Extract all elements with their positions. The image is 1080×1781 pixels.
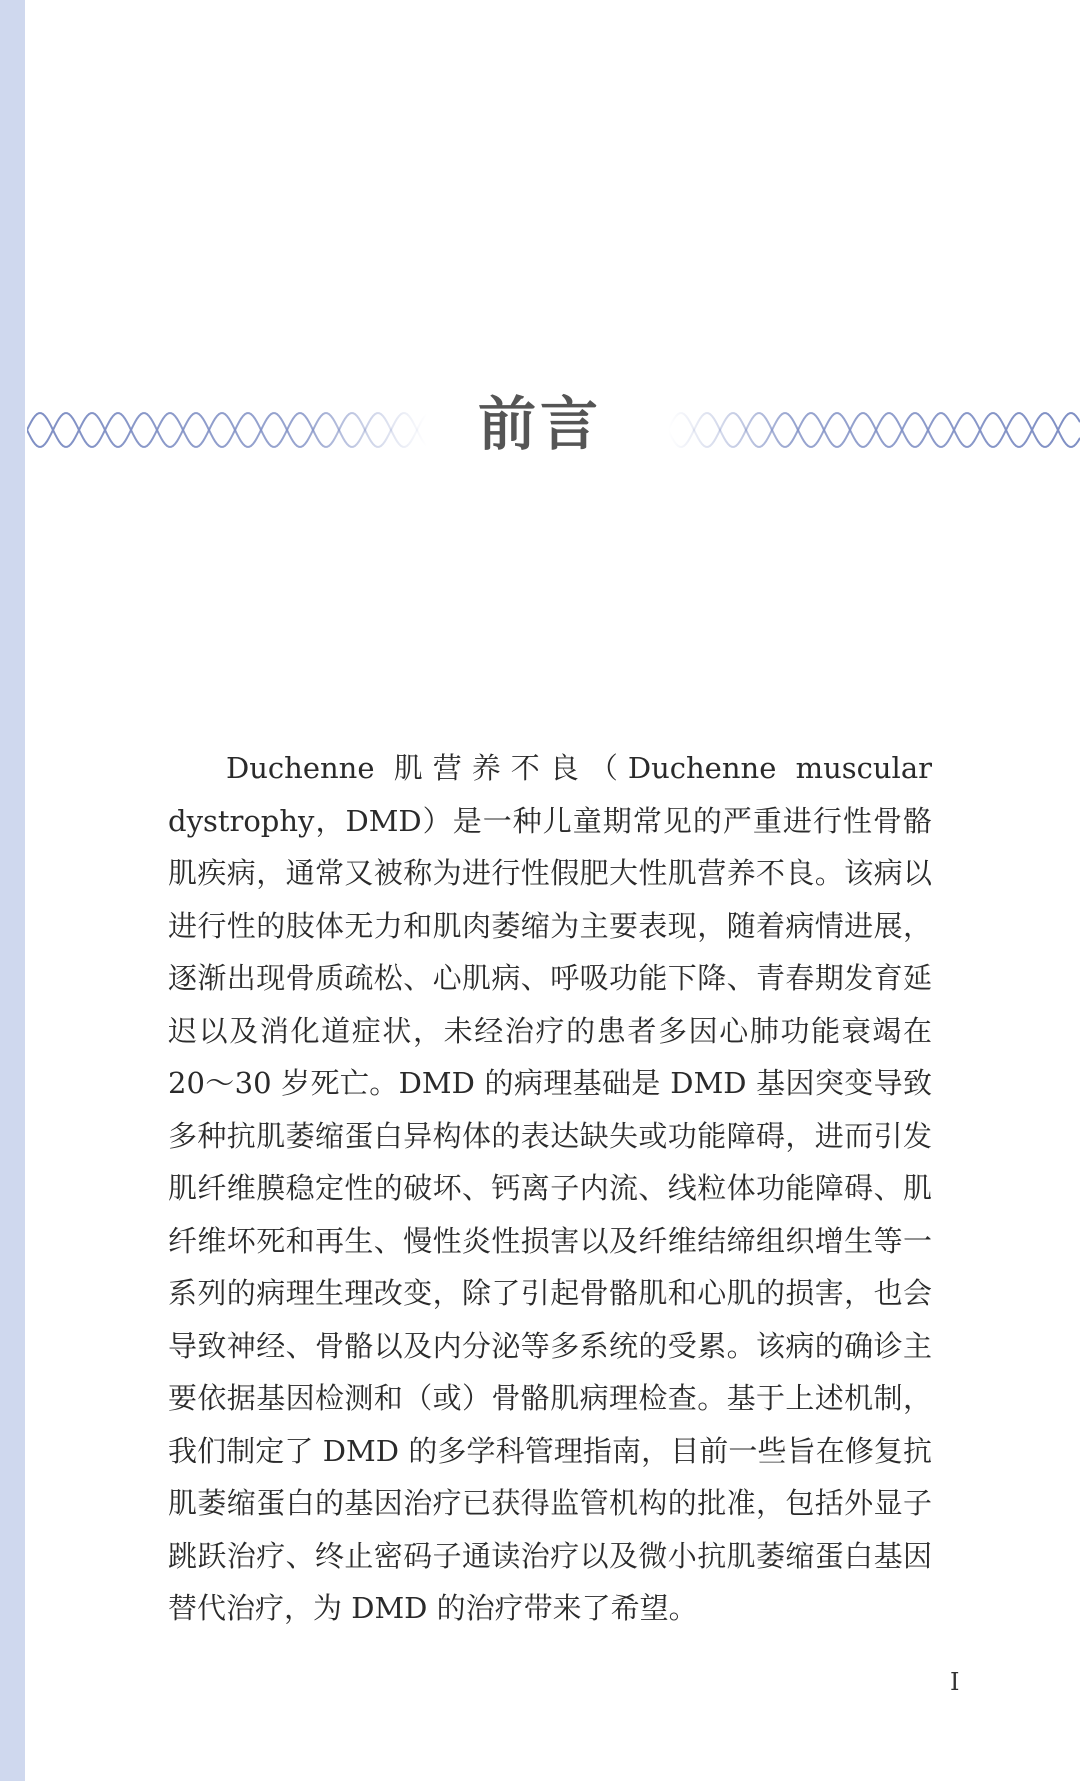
page-side-band — [0, 0, 25, 1781]
page-number: I — [950, 1668, 960, 1696]
page-title: 前言 — [477, 390, 602, 458]
preface-paragraph: Duchenne 肌营养不良（Duchenne muscular dystrophy，DMD）是一种儿童期常见的严重进行性骨骼肌疾病，通常又被称为进行性假肥大性肌营养不良。该病以进行性的肢体无力和肌肉萎缩为主要表现，随着病情进展，逐渐出现骨质疏松、心肌病、呼吸功能下降、青春期发育延迟以及消化道症状，未经治疗的患者多因心肺功能衰竭在 20～30 岁死亡。DMD 的病理基础是 DMD 基因突变导致多种抗肌萎缩蛋白异构体的表达缺失或功能障碍，进而引发肌纤维膜稳定性的破坏、钙离子内流、线粒体功能障碍、肌纤维坏死和再生、慢性炎性损害以及纤维结缔组织增生等一系列的病理生理改变，除了引起骨骼肌和心肌的损害，也会导致神经、骨骼以及内分泌等多系统的受累。该病的确诊主要依据基因检测和（或）骨骼肌病理检查。基于上述机制，我们制定了 DMD 的多学科管理指南，目前一些旨在修复抗肌萎缩蛋白的基因治疗已获得监管机构的批准，包括外显子跳跃治疗、终止密码子通读治疗以及微小抗肌萎缩蛋白基因替代治疗，为 DMD 的治疗带来了希望。 — [168, 751, 932, 1625]
